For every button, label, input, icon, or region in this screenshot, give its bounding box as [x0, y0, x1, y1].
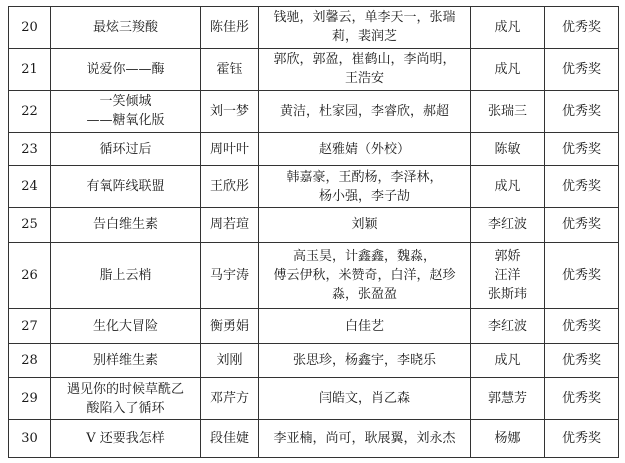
work-title-cell-line: 遇见你的时候草酰乙 [66, 381, 184, 397]
author-cell: 段佳婕 [201, 420, 259, 458]
table-row [9, 48, 619, 90]
advisor-cell [471, 7, 545, 49]
work-title-cell-line: 说爱你——酶 [86, 61, 165, 77]
advisor-cell [471, 242, 545, 309]
table-row [9, 420, 619, 458]
advisor-cell [471, 343, 545, 377]
team-members-cell-line: 韩嘉豪，王酌杨，李泽林， [286, 169, 443, 185]
advisor-cell-line: 张斯玮 [487, 287, 527, 303]
work-title-cell-line: 最炫三羧酸 [92, 19, 158, 35]
work-title-cell-line: 生化大冒险 [92, 318, 158, 334]
award-cell: 优秀奖 [545, 242, 619, 309]
table-row [9, 166, 619, 208]
row-number-cell: 24 [9, 166, 51, 208]
advisor-cell-line: 成凡 [494, 353, 521, 369]
advisor-cell-line: 郭娇 [494, 249, 521, 265]
award-cell: 优秀奖 [545, 343, 619, 377]
advisor-cell [471, 48, 545, 90]
row-number-cell: 29 [9, 378, 51, 420]
advisor-cell-line: 郭慧芳 [487, 391, 527, 407]
award-cell: 优秀奖 [545, 48, 619, 90]
award-cell: 优秀奖 [545, 420, 619, 458]
team-members-cell [259, 343, 471, 377]
team-members-cell-line: 莉，裴润芝 [331, 29, 397, 45]
work-title-cell [51, 90, 201, 132]
table-row [9, 90, 619, 132]
work-title-cell [51, 48, 201, 90]
team-members-cell-line: 白佳艺 [344, 318, 384, 334]
advisor-cell-line: 成凡 [494, 179, 521, 195]
award-cell: 优秀奖 [545, 7, 619, 49]
team-members-cell [259, 90, 471, 132]
award-cell: 优秀奖 [545, 166, 619, 208]
award-cell: 优秀奖 [545, 208, 619, 242]
awards-table-body [9, 7, 619, 458]
author-cell: 霍钰 [201, 48, 259, 90]
work-title-cell-line: ——糖氧化版 [86, 113, 165, 129]
work-title-cell-line: 告白维生素 [92, 217, 158, 233]
team-members-cell-line: 淼，张盈盈 [331, 287, 397, 303]
advisor-cell [471, 132, 545, 165]
table-row [9, 132, 619, 165]
advisor-cell-line: 杨娜 [494, 431, 521, 447]
row-number-cell: 23 [9, 132, 51, 165]
author-cell: 刘刚 [201, 343, 259, 377]
advisor-cell [471, 309, 545, 343]
work-title-cell [51, 343, 201, 377]
team-members-cell-line: 李亚楠，尚可，耿展翼，刘永杰 [273, 431, 456, 447]
team-members-cell [259, 378, 471, 420]
table-row [9, 378, 619, 420]
award-cell: 优秀奖 [545, 90, 619, 132]
table-row [9, 343, 619, 377]
team-members-cell-line: 钱驰，刘馨云，单李天一，张瑞 [273, 10, 456, 26]
team-members-cell-line: 刘颖 [351, 217, 378, 233]
work-title-cell [51, 7, 201, 49]
advisor-cell-line: 汪洋 [494, 268, 521, 284]
work-title-cell [51, 132, 201, 165]
team-members-cell-line: 张思珍，杨鑫宇，李晓乐 [292, 353, 436, 369]
award-cell: 优秀奖 [545, 132, 619, 165]
advisor-cell-line: 成凡 [494, 19, 521, 35]
work-title-cell [51, 420, 201, 458]
work-title-cell [51, 166, 201, 208]
team-members-cell [259, 48, 471, 90]
work-title-cell-line: 酸陷入了循环 [86, 400, 165, 416]
row-number-cell: 27 [9, 309, 51, 343]
row-number-cell: 25 [9, 208, 51, 242]
team-members-cell-line: 赵雅婧（外校） [318, 141, 410, 157]
team-members-cell [259, 208, 471, 242]
advisor-cell [471, 420, 545, 458]
table-row [9, 7, 619, 49]
awards-table [8, 6, 619, 458]
advisor-cell [471, 378, 545, 420]
work-title-cell-line: 一笑倾城 [99, 94, 152, 110]
advisor-cell [471, 90, 545, 132]
table-row [9, 309, 619, 343]
advisor-cell [471, 166, 545, 208]
author-cell: 周若瑄 [201, 208, 259, 242]
row-number-cell: 21 [9, 48, 51, 90]
author-cell: 马宇涛 [201, 242, 259, 309]
table-row [9, 208, 619, 242]
author-cell: 邓芹方 [201, 378, 259, 420]
team-members-cell-line: 王浩安 [344, 71, 384, 87]
team-members-cell-line: 傅云伊秋，米赞奇，白洋，赵珍 [273, 268, 456, 284]
award-cell: 优秀奖 [545, 378, 619, 420]
work-title-cell-line: 有氧阵线联盟 [86, 179, 165, 195]
table-row [9, 242, 619, 309]
advisor-cell-line: 张瑞三 [487, 103, 527, 119]
award-cell: 优秀奖 [545, 309, 619, 343]
author-cell: 衡勇娟 [201, 309, 259, 343]
work-title-cell-line: V 还要我怎样 [86, 431, 165, 447]
team-members-cell [259, 166, 471, 208]
row-number-cell: 22 [9, 90, 51, 132]
team-members-cell [259, 7, 471, 49]
author-cell: 周叶叶 [201, 132, 259, 165]
work-title-cell [51, 309, 201, 343]
team-members-cell-line: 杨小强，李子劼 [318, 188, 410, 204]
advisor-cell-line: 陈敏 [494, 141, 521, 157]
team-members-cell [259, 132, 471, 165]
work-title-cell-line: 别样维生素 [92, 353, 158, 369]
author-cell: 陈佳彤 [201, 7, 259, 49]
work-title-cell [51, 208, 201, 242]
author-cell: 刘一梦 [201, 90, 259, 132]
advisor-cell-line: 李红波 [487, 318, 527, 334]
team-members-cell-line: 高玉昊，计鑫鑫，魏淼， [292, 249, 436, 265]
row-number-cell: 20 [9, 7, 51, 49]
team-members-cell-line: 黄洁，杜家园，李睿欣，郝超 [279, 103, 449, 119]
team-members-cell-line: 闫皓文，肖乙森 [318, 391, 410, 407]
row-number-cell: 26 [9, 242, 51, 309]
team-members-cell [259, 420, 471, 458]
work-title-cell [51, 378, 201, 420]
row-number-cell: 30 [9, 420, 51, 458]
advisor-cell-line: 成凡 [494, 61, 521, 77]
team-members-cell [259, 309, 471, 343]
work-title-cell [51, 242, 201, 309]
team-members-cell-line: 郭欣，郭盈，崔鹤山，李尚明， [273, 52, 456, 68]
author-cell: 王欣彤 [201, 166, 259, 208]
team-members-cell [259, 242, 471, 309]
work-title-cell-line: 循环过后 [99, 141, 152, 157]
work-title-cell-line: 脂上云梢 [99, 268, 152, 284]
advisor-cell [471, 208, 545, 242]
advisor-cell-line: 李红波 [487, 217, 527, 233]
row-number-cell: 28 [9, 343, 51, 377]
